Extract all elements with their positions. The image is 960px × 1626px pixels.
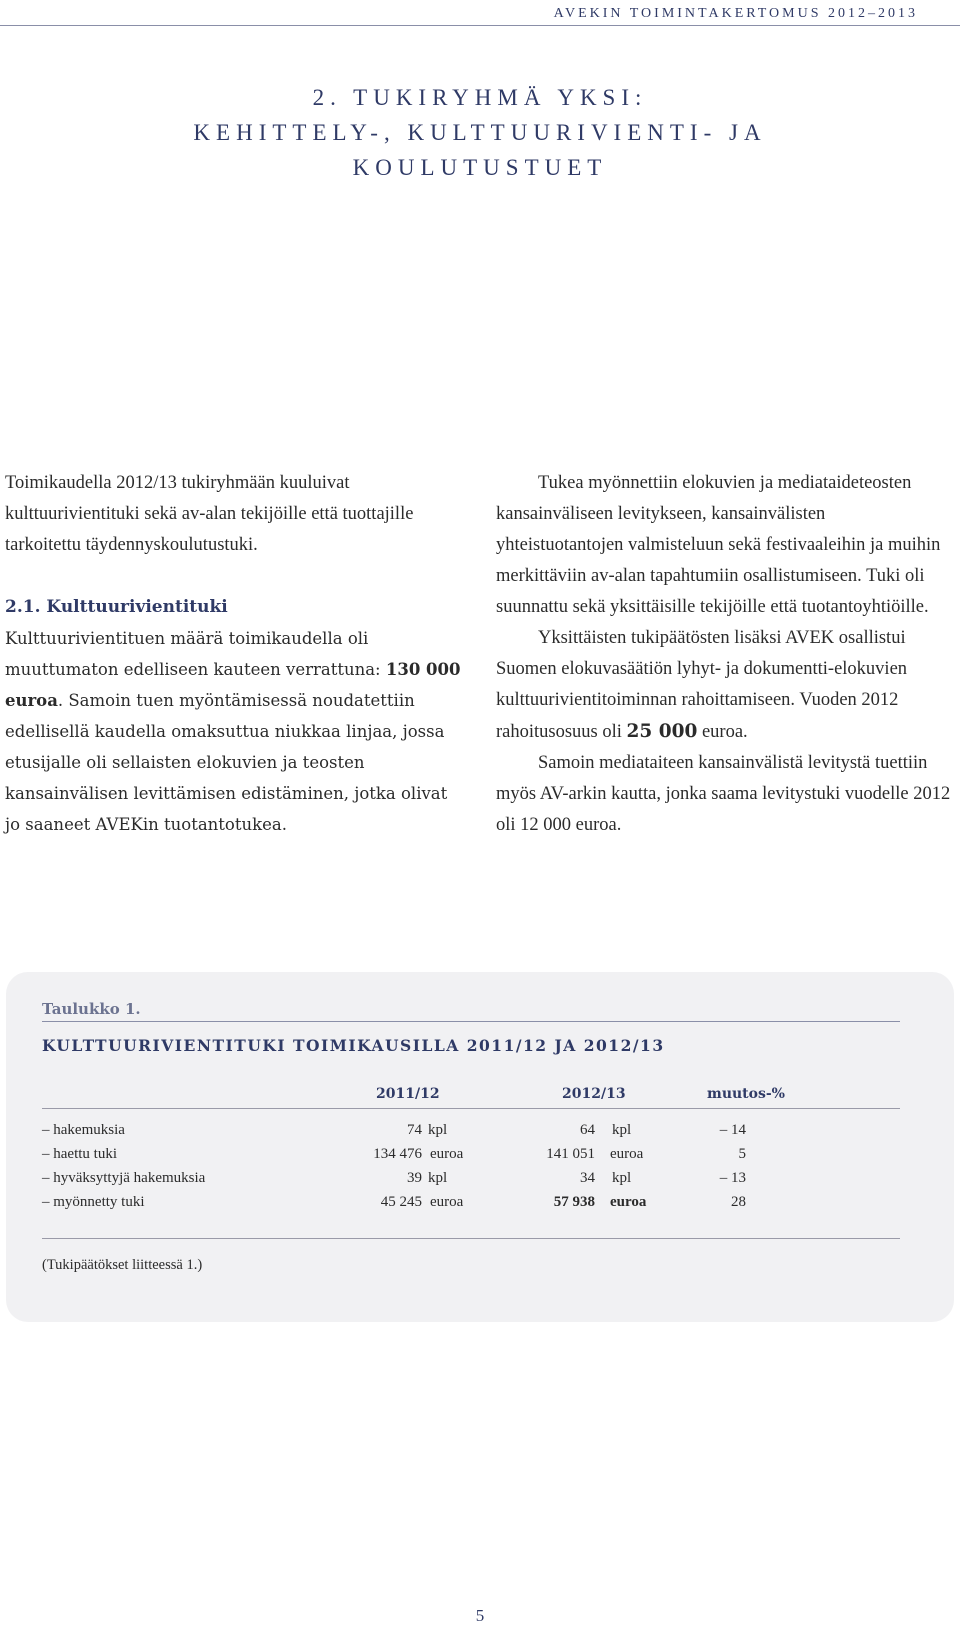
- table-cell-unit-2012: kpl: [612, 1170, 632, 1186]
- right-paragraph-2: [496, 623, 956, 748]
- column-header-2012: 2012/13: [562, 1086, 626, 1102]
- column-header-2011: 2011/12: [376, 1086, 440, 1102]
- table-cell-2011: 45 245: [380, 1194, 422, 1210]
- left-column: [5, 468, 465, 840]
- table-bottom-rule: [42, 1238, 900, 1239]
- table-row-label: – hakemuksia: [42, 1122, 125, 1138]
- intro-paragraph: Toimikaudella 2012/13 tukiryhmään kuuluivat kulttuurivientituki sekä av-alan tekijöille että tuottajille tarkoitettu täydennyskoulutustuki.: [5, 473, 414, 555]
- table-row-label: – hyväksyttyjä hakemuksia: [42, 1170, 206, 1186]
- chapter-title-line-1: 2. TUKIRYHMÄ YKSI:: [312, 85, 648, 110]
- table-row-label: – myönnetty tuki: [42, 1194, 145, 1210]
- table-cell-unit-2011: kpl: [428, 1122, 448, 1138]
- section-amount: 130 000 euroa: [5, 660, 461, 710]
- table-cell-2011: 39: [407, 1170, 422, 1186]
- table-header-rule: [42, 1108, 900, 1109]
- section-heading: 2.1. Kulttuurivientituki: [5, 597, 228, 617]
- section-paragraph: [5, 623, 465, 840]
- table-cell-change: 5: [738, 1146, 746, 1162]
- table-cell-unit-2011: kpl: [428, 1170, 448, 1186]
- table-cell-2011: 74: [407, 1122, 422, 1138]
- section-text-before: Kulttuurivientituen määrä toimikaudella oli muuttumaton edelliseen kauteen verrattuna:: [5, 629, 386, 679]
- table-cell-unit-2012: kpl: [612, 1122, 632, 1138]
- table-cell-unit-2011: euroa: [430, 1146, 464, 1162]
- chapter-title: [0, 80, 960, 185]
- table-cell-2012: 141 051: [546, 1146, 595, 1162]
- table-cell-2012: 57 938: [553, 1194, 595, 1210]
- table-label: Taulukko 1.: [42, 1000, 141, 1018]
- table-cell-unit-2012: euroa: [610, 1146, 644, 1162]
- chapter-title-line-3: KOULUTUSTUET: [352, 155, 608, 180]
- table-row-label: – haettu tuki: [42, 1146, 117, 1162]
- right-paragraph-2-before: Yksittäisten tukipäätösten lisäksi AVEK osallistui Suomen elokuvasäätiön lyhyt- ja dokumentti-elokuvien kulttuurivientitoiminnan rahoittamiseen. Vuoden 2012 rahoitusosuus oli: [496, 628, 908, 742]
- table-rule-top: [42, 1021, 900, 1022]
- right-paragraph-2-amount: 25 000: [626, 721, 698, 742]
- table-cell-unit-2011: euroa: [430, 1194, 464, 1210]
- page-number: 5: [475, 1606, 485, 1625]
- table-cell-2011: 134 476: [373, 1146, 422, 1162]
- right-paragraph-2-after: euroa.: [697, 722, 748, 742]
- running-header: AVEKIN TOIMINTAKERTOMUS 2012–2013: [553, 6, 918, 21]
- table-cell-change: – 13: [719, 1170, 746, 1186]
- section-text-after: . Samoin tuen myöntämisessä noudatettiin edellisellä kaudella omaksuttua niukkaa linjaa, jossa etusijalle oli sellaisten elokuvien ja teosten kansainvälisen levittämisen edistäminen, jotka olivat jo saaneet AVEKin tuotantotukea.: [5, 691, 448, 834]
- table-cell-change: 28: [731, 1194, 746, 1210]
- right-column: [496, 468, 956, 841]
- table-title: KULTTUURIVIENTITUKI TOIMIKAUSILLA 2011/12 JA 2012/13: [42, 1036, 665, 1055]
- column-header-change: muutos-%: [707, 1086, 785, 1102]
- table-cell-unit-2012: euroa: [610, 1194, 647, 1210]
- table-cell-2012: 34: [580, 1170, 595, 1186]
- table-cell-change: – 14: [719, 1122, 746, 1138]
- table-cell-2012: 64: [580, 1122, 595, 1138]
- table-footnote: (Tukipäätökset liitteessä 1.): [42, 1257, 203, 1273]
- right-paragraph-3: Samoin mediataiteen kansainvälistä levitystä tuettiin myös AV-arkin kautta, jonka saama levitystuki vuodelle 2012 oli 12 000 euroa.: [496, 753, 951, 835]
- right-paragraph-1: Tukea myönnettiin elokuvien ja mediataideteosten kansainväliseen levitykseen, kansainvälisten yhteistuotantojen valmisteluun sekä festivaaleihin ja muihin merkittäviin av-alan tapahtumiin osallistumiseen. Tuki oli suunnattu sekä yksittäisille tekijöille että tuotantoyhtiöille.: [496, 473, 941, 617]
- header-rule: [0, 25, 960, 26]
- chapter-title-line-2: KEHITTELY-, KULTTUURIVIENTI- JA: [193, 120, 767, 145]
